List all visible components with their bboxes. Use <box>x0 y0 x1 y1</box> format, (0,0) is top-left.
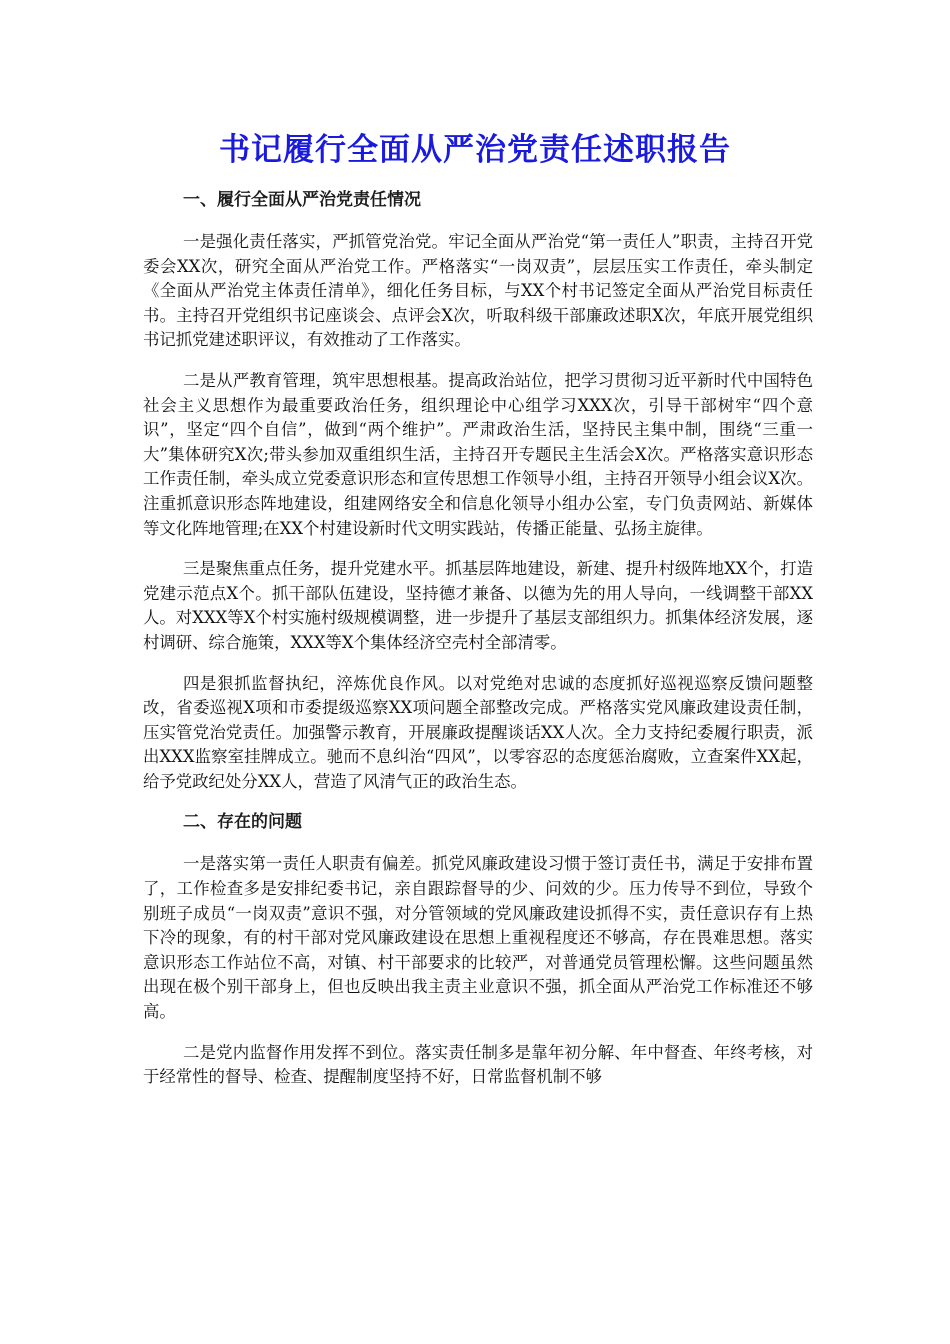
paragraph: 一是强化责任落实，严抓管党治党。牢记全面从严治党“第一责任人”职责，主持召开党委会XX次，研究全面从严治党工作。严格落实“一岗双责”，层层压实工作责任，牵头制定《全面从严治党主体责任清单》，细化任务目标，与XX个村书记签定全面从严治党目标责任书。主持召开党组织书记座谈会、点评会X次，听取科级干部廉政述职X次，年底开展党组织书记抓党建述职评议，有效推动了工作落实。 <box>143 232 813 350</box>
document-title: 书记履行全面从严治党责任述职报告 <box>219 132 731 168</box>
paragraph: 四是狠抓监督执纪，淬炼优良作风。以对党绝对忠诚的态度抓好巡视巡察反馈问题整改，省委巡视X项和市委提级巡察XX项问题全部整改完成。严格落实党风廉政建设责任制，压实管党治党责任。加强警示教育，开展廉政提醒谈话XX人次。全力支持纪委履行职责，派出XXX监察室挂牌成立。驰而不息纠治“四风”，以零容忍的态度惩治腐败，立查案件XX起，给予党政纪处分XX人，营造了风清气正的政治生态。 <box>143 673 813 791</box>
section-heading: 一、履行全面从严治党责任情况 <box>183 190 421 210</box>
document-body <box>143 188 813 1106</box>
paragraph: 二是从严教育管理，筑牢思想根基。提高政治站位，把学习贯彻习近平新时代中国特色社会主义思想作为最重要政治任务，组织理论中心组学习XXX次，引导干部树牢“四个意识”，坚定“四个自信”，做到“两个维护”。严肃政治生活，坚持民主集中制，围绕“三重一大”集体研究X次;带头参加双重组织生活，主持召开专题民主生活会X次。严格落实意识形态工作责任制，牵头成立党委意识形态和宣传思想工作领导小组，主持召开领导小组会议X次。注重抓意识形态阵地建设，组建网络安全和信息化领导小组办公室，专门负责网站、新媒体等文化阵地管理;在XX个村建设新时代文明实践站，传播正能量、弘扬主旋律。 <box>143 370 813 538</box>
paragraph: 三是聚焦重点任务，提升党建水平。抓基层阵地建设，新建、提升村级阵地XX个，打造党建示范点X个。抓干部队伍建设，坚持德才兼备、以德为先的用人导向，一线调整干部XX人。对XXX等X个村实施村级规模调整，进一步提升了基层支部组织力。抓集体经济发展，逐村调研、综合施策，XXX等X个集体经济空壳村全部清零。 <box>143 559 813 652</box>
section-heading: 二、存在的问题 <box>183 812 302 833</box>
paragraph: 二是党内监督作用发挥不到位。落实责任制多是靠年初分解、年中督查、年终考核，对于经常性的督导、检查、提醒制度坚持不好，日常监督机制不够 <box>143 1042 813 1087</box>
paragraph: 一是落实第一责任人职责有偏差。抓党风廉政建设习惯于签订责任书，满足于安排布置了，工作检查多是安排纪委书记，亲自跟踪督导的少、问效的少。压力传导不到位，导致个别班子成员“一岗双责”意识不强，对分管领域的党风廉政建设抓得不实，责任意识存有上热下冷的现象，有的村干部对党风廉政建设在思想上重视程度还不够高，存在畏难思想。落实意识形态工作站位不高，对镇、村干部要求的比较严，对普通党员管理松懈。这些问题虽然出现在极个别干部身上，但也反映出我主责主业意识不强，抓全面从严治党工作标准还不够高。 <box>143 854 813 1022</box>
